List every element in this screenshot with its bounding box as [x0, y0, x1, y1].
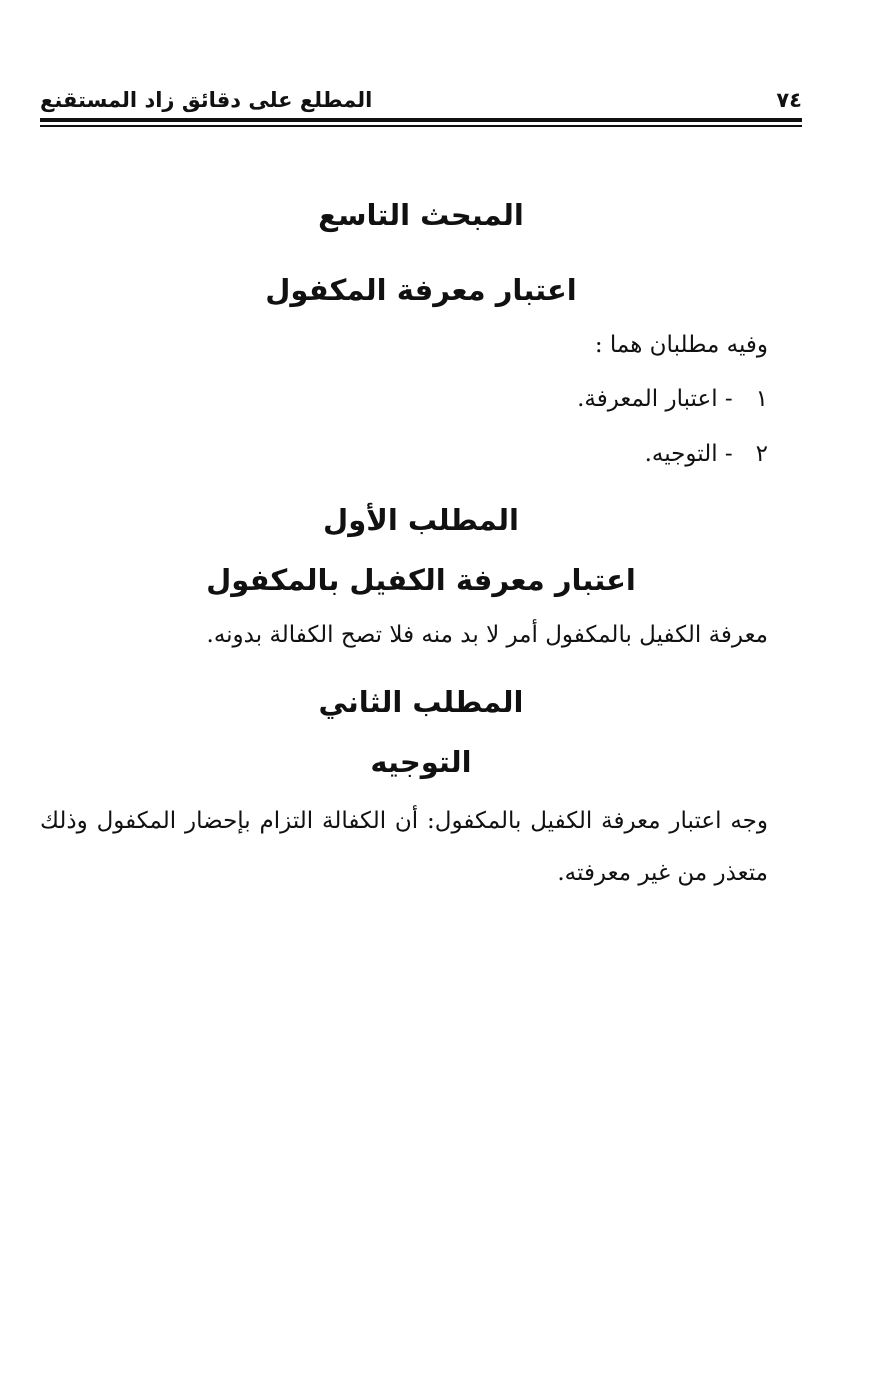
book-title: المطلع على دقائق زاد المستقنع	[40, 88, 373, 112]
list-item-number: ٢	[755, 441, 768, 467]
list-item-number: ١	[755, 386, 768, 412]
matlab2-subtitle: التوجيه	[370, 745, 472, 779]
matlab1-title: المطلب الأول	[323, 503, 519, 537]
running-header	[40, 82, 802, 112]
header-rule-thin	[40, 125, 802, 127]
matlab1-text: معرفة الكفيل بالمكفول أمر لا بد منه فلا تصح الكفالة بدونه.	[206, 622, 768, 648]
section-subtitle: اعتبار معرفة المكفول	[265, 273, 577, 307]
matlab2-title: المطلب الثاني	[318, 685, 524, 719]
section-title: المبحث التاسع	[318, 198, 524, 232]
list-item-text: - التوجيه.	[644, 441, 733, 467]
list-item	[645, 437, 768, 471]
matlab1-subtitle: اعتبار معرفة الكفيل بالمكفول	[206, 563, 636, 597]
list-item-text: - اعتبار المعرفة.	[577, 386, 733, 412]
section-intro: وفيه مطلبان هما :	[594, 332, 768, 358]
header-rule-thick	[40, 118, 802, 122]
matlab2-text: وجه اعتبار معرفة الكفيل بالمكفول: أن الكفالة التزام بإحضار المكفول وذلك متعذر من غير معرفته.	[40, 808, 768, 886]
page-number: ٧٤	[776, 88, 802, 112]
list-item	[577, 382, 768, 416]
